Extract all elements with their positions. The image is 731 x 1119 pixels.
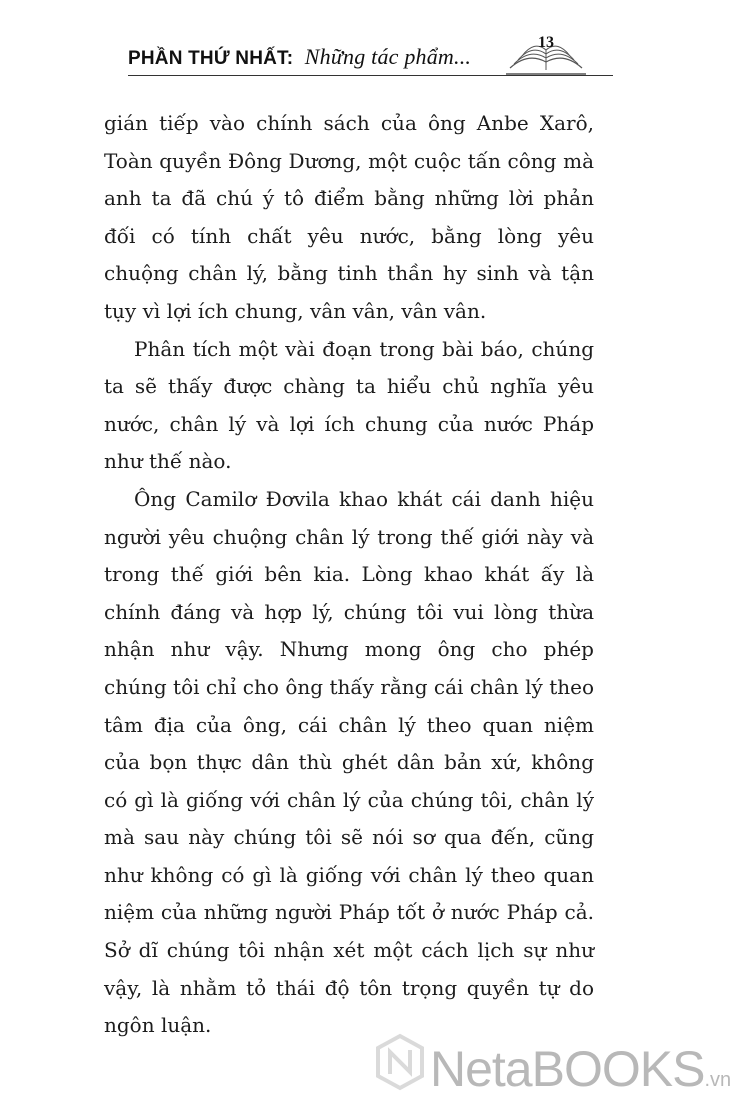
watermark-suffix: .vn xyxy=(704,1069,731,1091)
watermark-text xyxy=(430,1040,731,1098)
paragraph: Ông Camilơ Đơvila khao khát cái danh hiệu người yêu chuộng chân lý trong thế giới này và trong thế giới bên kia. Lòng khao khát ấy là chính đáng và hợp lý, chúng tôi vui lòng thừa nhận như vậy. Nhưng mong ông cho phép chúng tôi chỉ cho ông thấy rằng cái chân lý theo tâm địa của ông, cái chân lý theo quan niệm của bọn thực dân thù ghét dân bản xứ, không có gì là giống với chân lý của chúng tôi, chân lý mà sau này chúng tôi sẽ nói sơ qua đến, cũng như không có gì là giống với chân lý theo quan niệm của những người Pháp tốt ở nước Pháp cả. Sở dĩ chúng tôi nhận xét một cách lịch sự như vậy, là nhằm tỏ thái độ tôn trọng quyền tự do ngôn luận. xyxy=(104,486,594,1038)
paragraph: gián tiếp vào chính sách của ông Anbe Xarô, Toàn quyền Đông Dương, một cuộc tấn công mà anh ta đã chú ý tô điểm bằng những lời phản đối có tính chất yêu nước, bằng lòng yêu chuộng chân lý, bằng tinh thần hy sinh và tận tụy vì lợi ích chung, vân vân, vân vân. xyxy=(104,111,594,323)
watermark-brand: NetaBOOKS xyxy=(430,1041,705,1097)
header-title xyxy=(128,44,471,70)
paragraph: Phân tích một vài đoạn trong bài báo, chúng ta sẽ thấy được chàng ta hiểu chủ nghĩa yêu nước, chân lý và lợi ích chung của nước Pháp như thế nào. xyxy=(104,336,594,474)
page-number: 13 xyxy=(538,34,554,51)
section-label: PHẦN THỨ NHẤT: xyxy=(128,48,294,69)
running-header xyxy=(0,0,700,80)
section-subtitle: Những tác phẩm... xyxy=(304,44,472,69)
body-text xyxy=(104,105,594,1045)
